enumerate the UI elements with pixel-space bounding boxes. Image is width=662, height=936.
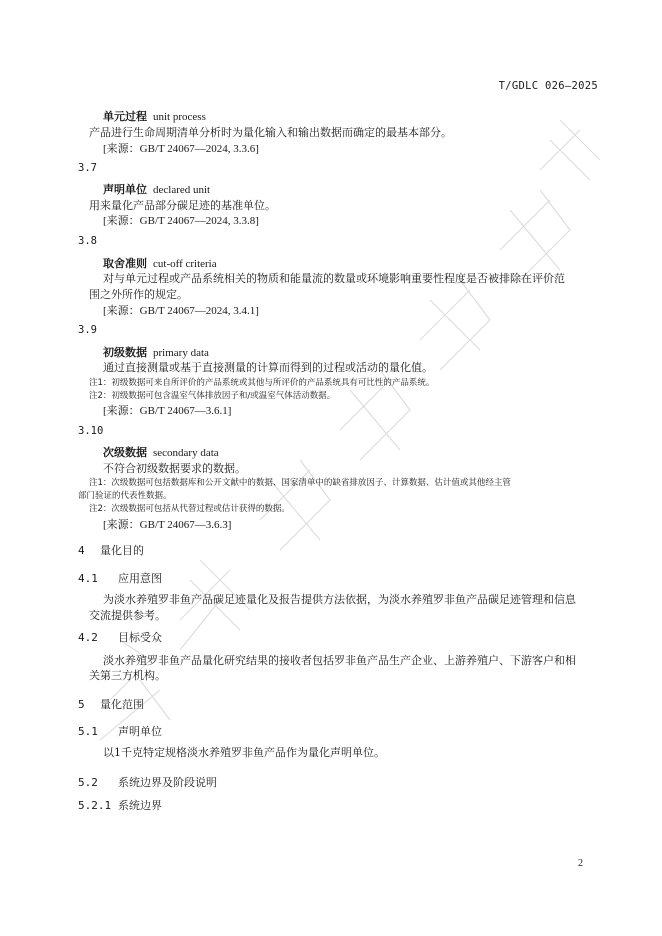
term-note — [89, 476, 511, 488]
section-number: 4.1 — [78, 572, 98, 585]
term-number: 3.8 — [78, 235, 97, 247]
section-title: 量化范围 — [100, 698, 144, 711]
term-source: [来源：GB/T 24067—3.6.1] — [103, 405, 232, 417]
term-primary-data — [103, 344, 209, 360]
section-heading-5-2 — [78, 774, 217, 790]
note-label: 注2： — [89, 504, 112, 514]
term-source: [来源：GB/T 24067—2024, 3.3.6] — [103, 143, 259, 155]
term-en: primary data — [153, 347, 209, 359]
section-heading-5 — [78, 696, 144, 712]
note-text: 初级数据可来自所评价的产品系统或其他与所评价的产品系统具有可比性的产品系统。 — [111, 378, 435, 388]
paragraph: 以1千克特定规格淡水养殖罗非鱼产品作为量化声明单位。 — [103, 746, 385, 759]
paragraph-cont: 交流提供参考。 — [89, 609, 166, 622]
paragraph: 淡水养殖罗非鱼产品量化研究结果的接收者包括罗非鱼产品生产企业、上游养殖户、下游客户和相 — [103, 654, 576, 667]
term-definition: 不符合初级数据要求的数据。 — [103, 462, 246, 475]
document-id: T/GDLC 026—2025 — [498, 80, 598, 92]
note-label: 注1： — [89, 378, 112, 388]
term-unit-process — [103, 108, 206, 124]
page-number: 2 — [578, 858, 583, 869]
term-number: 3.9 — [78, 324, 97, 336]
section-title: 应用意图 — [118, 572, 162, 585]
term-number: 3.10 — [78, 425, 104, 437]
term-definition-cont: 围之外所作的规定。 — [89, 288, 188, 301]
note-text: 次级数据可包括从代替过程或估计获得的数据。 — [111, 504, 290, 514]
section-title: 系统边界 — [118, 799, 162, 812]
term-definition: 用来量化产品部分碳足迹的基准单位。 — [89, 199, 276, 212]
paragraph-cont: 关第三方机构。 — [89, 669, 166, 682]
term-en: unit process — [153, 111, 206, 123]
term-en: cut-off criteria — [153, 258, 217, 270]
term-definition: 通过直接测量或基于直接测量的计算而得到的过程或活动的量化值。 — [103, 361, 433, 374]
term-zh: 声明单位 — [103, 183, 147, 196]
section-number: 5.2.1 — [78, 799, 112, 812]
term-number: 3.7 — [78, 162, 97, 174]
term-zh: 单元过程 — [103, 110, 147, 123]
section-title: 量化目的 — [100, 544, 144, 557]
section-heading-4-1 — [78, 570, 162, 586]
term-zh: 初级数据 — [103, 346, 147, 359]
section-number: 5.1 — [78, 725, 98, 738]
section-number: 5.2 — [78, 776, 98, 789]
term-cut-off-criteria — [103, 255, 217, 271]
term-note — [89, 389, 335, 401]
term-definition: 对与单元过程或产品系统相关的物质和能量流的数量或环境影响重要性程度是否被排除在评价范 — [103, 272, 565, 285]
section-heading-5-2-1 — [78, 797, 162, 813]
section-title: 声明单位 — [118, 725, 162, 738]
term-source: [来源：GB/T 24067—2024, 3.4.1] — [103, 305, 259, 317]
note-label: 注1： — [89, 478, 112, 488]
term-secondary-data — [103, 444, 219, 460]
term-source: [来源：GB/T 24067—3.6.3] — [103, 519, 232, 531]
section-number: 4.2 — [78, 631, 98, 644]
note-text: 次级数据可包括数据库和公开文献中的数据、国家清单中的缺省排放因子、计算数据、估计值或其他经主管 — [111, 478, 511, 488]
paragraph: 为淡水养殖罗非鱼产品碳足迹量化及报告提供方法依据，为淡水养殖罗非鱼产品碳足迹管理和信息 — [103, 593, 576, 606]
section-heading-5-1 — [78, 723, 162, 739]
term-note — [89, 502, 290, 514]
term-note — [89, 376, 434, 388]
section-heading-4-2 — [78, 629, 162, 645]
section-title: 目标受众 — [118, 631, 162, 644]
term-zh: 次级数据 — [103, 446, 147, 459]
term-declared-unit — [103, 181, 210, 197]
term-zh: 取舍准则 — [103, 257, 147, 270]
section-title: 系统边界及阶段说明 — [118, 776, 217, 789]
section-heading-4 — [78, 542, 144, 558]
section-number: 5 — [78, 698, 85, 711]
note-text: 初级数据可包含温室气体排放因子和/或温室气体活动数据。 — [111, 391, 336, 401]
term-en: secondary data — [153, 447, 219, 459]
term-definition: 产品进行生命周期清单分析时为量化输入和输出数据而确定的最基本部分。 — [89, 126, 452, 139]
note-label: 注2： — [89, 391, 112, 401]
term-en: declared unit — [153, 184, 211, 196]
term-note-cont: 部门验证的代表性数据。 — [78, 491, 172, 501]
term-source: [来源：GB/T 24067—2024, 3.3.8] — [103, 215, 259, 227]
section-number: 4 — [78, 544, 85, 557]
